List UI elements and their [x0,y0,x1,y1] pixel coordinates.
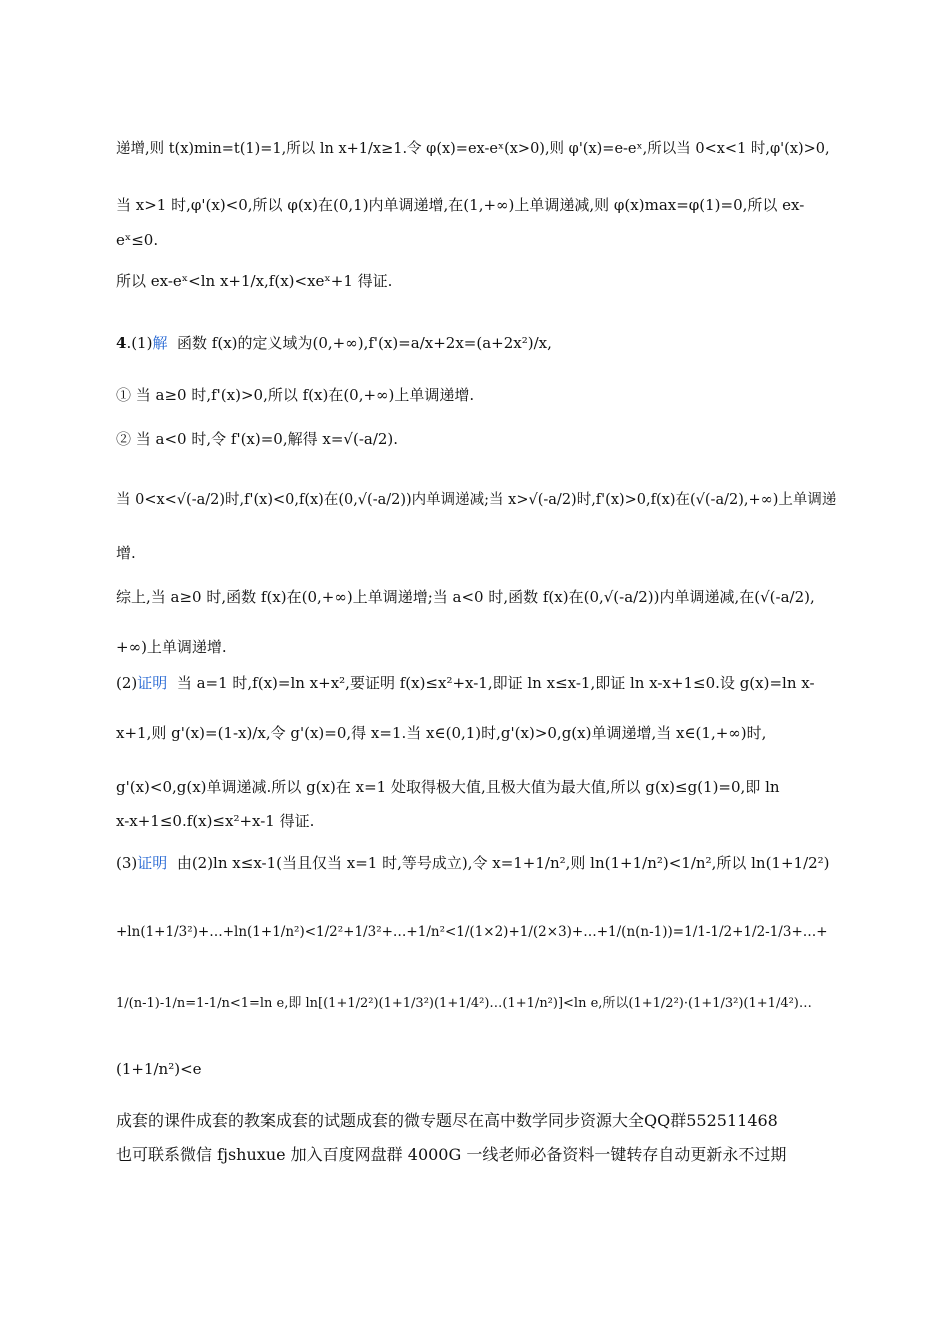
prove-label-2: 证明 [137,674,168,692]
text-line-19: (1+1/n²)<e [116,1060,202,1078]
part2-line-1 [116,672,836,694]
question-part: .(1) [126,334,153,352]
prove-label-3: 证明 [137,854,168,872]
text-line-5: 函数 f(x)的定义域为(0,+∞),f'(x)=a/x+2x=(a+2x²)/x, [177,334,552,352]
text-line-1: 递增,则 t(x)min=t(1)=1,所以 ln x+1/x≥1.令 φ(x)=ex-eˣ(x>0),则 φ'(x)=e-eˣ,所以当 0<x<1 时,φ'(x)>0, [116,141,830,157]
footer-line-1: 成套的课件成套的教案成套的试题成套的微专题尽在高中数学同步资源大全QQ群552511468 [116,1111,778,1130]
text-line-8: 当 0<x<√(-a/2)时,f'(x)<0,f(x)在(0,√(-a/2))内单调递减;当 x>√(-a/2)时,f'(x)>0,f(x)在(√(-a/2),+∞)上单调递 [116,492,837,508]
text-line-10: 综上,当 a≥0 时,函数 f(x)在(0,+∞)上单调递增;当 a<0 时,函数 f(x)在(0,√(-a/2))内单调递减,在(√(-a/2), [116,588,815,606]
text-line-9: 增. [116,544,136,562]
text-line-15: x-x+1≤0.f(x)≤x²+x-1 得证. [116,812,315,830]
text-line-16: 由(2)ln x≤x-1(当且仅当 x=1 时,等号成立),令 x=1+1/n²,则 ln(1+1/n²)<1/n²,所以 ln(1+1/2²) [176,854,830,872]
text-line-3: eˣ≤0. [116,231,159,249]
text-line-13: x+1,则 g'(x)=(1-x)/x,令 g'(x)=0,得 x=1.当 x∈(0,1)时,g'(x)>0,g(x)单调递增,当 x∈(1,+∞)时, [116,724,767,742]
text-line-4: 所以 ex-eˣ<ln x+1/x,f(x)<xeˣ+1 得证. [116,272,393,290]
part3-line-1 [116,852,836,874]
text-line-2: 当 x>1 时,φ'(x)<0,所以 φ(x)在(0,1)内单调递增,在(1,+∞)上单调递减,则 φ(x)max=φ(1)=0,所以 ex- [116,196,805,214]
text-line-11: +∞)上单调递增. [116,638,227,656]
text-line-17: +ln(1+1/3²)+…+ln(1+1/n²)<1/2²+1/3²+…+1/n²<1/(1×2)+1/(2×3)+…+1/(n(n-1))=1/1-1/2+1/2-1/3+…+ [116,924,828,940]
part2-label: (2) [116,674,138,692]
text-line-14: g'(x)<0,g(x)单调递减.所以 g(x)在 x=1 处取得极大值,且极大值为最大值,所以 g(x)≤g(1)=0,即 ln [116,778,780,796]
text-line-18: 1/(n-1)-1/n=1-1/n<1=ln e,即 ln[(1+1/2²)(1+1/3²)(1+1/4²)…(1+1/n²)]<ln e,所以(1+1/2²)·(1+1/3²)(1+1/4²)… [116,996,812,1011]
q4-line-1 [116,332,836,354]
text-line-6: ① 当 a≥0 时,f'(x)>0,所以 f(x)在(0,+∞)上单调递增. [116,386,475,404]
part3-label: (3) [116,854,138,872]
text-line-7: ② 当 a<0 时,令 f'(x)=0,解得 x=√(-a/2). [116,430,399,448]
solve-label: 解 [152,334,168,352]
text-line-12: 当 a=1 时,f(x)=ln x+x²,要证明 f(x)≤x²+x-1,即证 ln x≤x-1,即证 ln x-x+1≤0.设 g(x)=ln x- [176,674,815,692]
footer-line-2: 也可联系微信 fjshuxue 加入百度网盘群 4000G 一线老师必备资料一键转存自动更新永不过期 [116,1145,787,1164]
question-number: 4 [116,334,127,352]
